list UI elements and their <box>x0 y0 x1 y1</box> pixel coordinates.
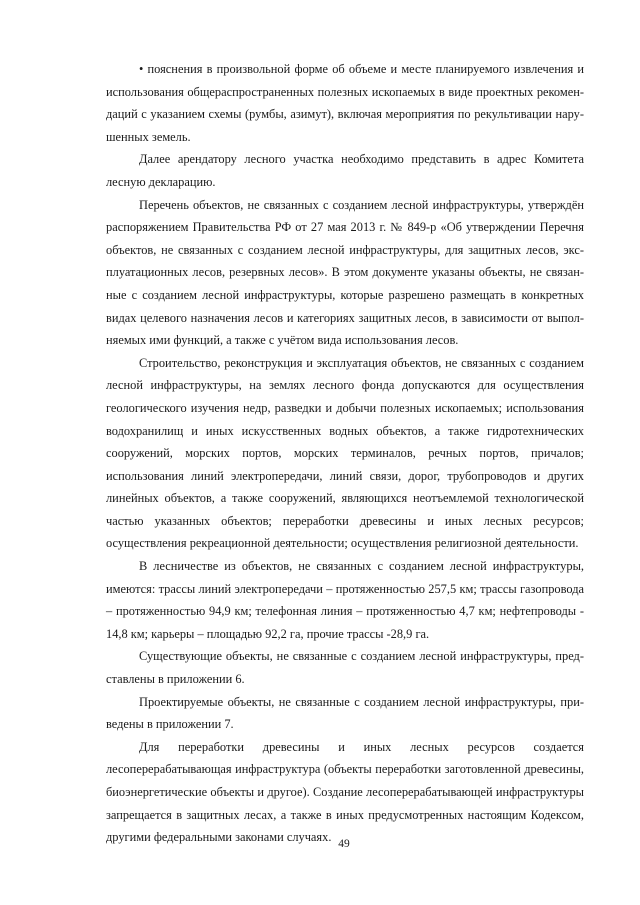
paragraph-processing-infrastructure: Для переработки древесины и иных лесных ресурсов создается лесоперерабатывающая инфраструктура (объекты переработки заготовленной древесины, биоэнергетические объекты и другое). Создание лесоперерабатывающей инфраструктуры запрещается в защитных лесах, а также в иных предусмотренных настоящим Кодексом, другими федеральными законами случаях. <box>106 739 584 845</box>
paragraph-object-list: Перечень объектов, не связанных с созданием лесной инфраструктуры, утверждён распоряжением Правительства РФ от 27 мая 2013 г. № 849-р «Об утверждении Перечня объектов, не связанных с созданием лесной инфраструктуры, для защитных лесов, эксплуатационных лесов, резервных лесов». В этом документе указаны объекты, не связанные с созданием лесной инфраструктуры, которые разрешено размещать в конкретных видах целевого назначения лесов и категориях защитных лесов, в зависимости от выполняемых ими функций, а также с учётом вида использования лесов. <box>106 197 584 348</box>
paragraph-construction: Строительство, реконструкция и эксплуатация объектов, не связанных с созданием лесной инфраструктуры, на землях лесного фонда допускаются для осуществления геологического изучения недр, разведки и добычи полезных ископаемых; использования водохранилищ и иных искусственных водных объектов, а также гидротехнических сооружений, морских портов, морских терминалов, речных портов, причалов; использования линий электропередачи, линий связи, дорог, трубопроводов и других линейных объектов, а также сооружений, являющихся неотъемлемой технологической частью указанных объектов; переработки древесины и иных лесных ресурсов; осуществления рекреационной деятельности; осуществления религиозной деятельности. <box>106 355 584 551</box>
paragraph-planned-objects: Проектируемые объекты, не связанные с созданием лесной инфраструктуры, приведены в приложении 7. <box>106 694 584 732</box>
paragraph-bullet-explanations: • пояснения в произвольной форме об объеме и месте планируемого извлечения и использования общераспространенных полезных ископаемых в виде проектных рекомендаций с указанием схемы (румбы, азимут), включая мероприятия по рекультивации нарушенных земель. <box>106 62 584 144</box>
paragraph-existing-objects: Существующие объекты, не связанные с созданием лесной инфраструктуры, представлены в приложении 6. <box>106 649 584 687</box>
paragraph-forest-declaration: Далее арендатору лесного участка необходимо представить в адрес Комитета лесную декларацию. <box>106 152 584 189</box>
page-number: 49 <box>338 838 350 850</box>
paragraph-forestry-objects: В лесничестве из объектов, не связанных с созданием лесной инфраструктуры, имеются: трассы линий электропередачи – протяженностью 257,5 км; трассы газопровода – протяженностью 94,9 км; телефонная линия – протяженностью 4,7 км; нефтепроводы - 14,8 км; карьеры – площадью 92,2 га, прочие трассы -28,9 га. <box>106 559 584 641</box>
